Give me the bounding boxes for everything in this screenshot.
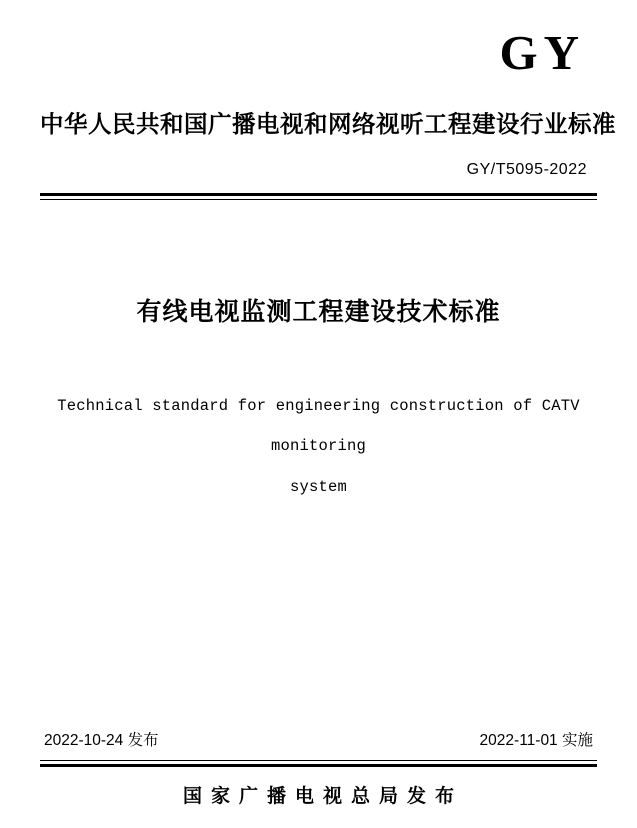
date-row xyxy=(40,728,597,750)
footer-divider-thin xyxy=(40,760,597,761)
document-title-english-line1: Technical standard for engineering construction of CATV monitoring xyxy=(57,397,580,456)
cover-footer xyxy=(40,728,597,828)
header-divider-thin xyxy=(40,199,597,200)
effective-date: 2022-11-01 实施 xyxy=(479,732,593,749)
gy-logo-mark: GY xyxy=(499,25,585,80)
standard-number: GY/T5095-2022 xyxy=(466,161,587,178)
issuing-authority: 国家广播电视总局发布 xyxy=(182,786,463,807)
header-divider-thick xyxy=(40,193,597,196)
industry-standard-heading: 中华人民共和国广播电视和网络视听工程建设行业标准 xyxy=(40,111,616,137)
issue-date: 2022-10-24 发布 xyxy=(44,732,159,749)
document-title-chinese: 有线电视监测工程建设技术标准 xyxy=(136,298,501,326)
document-title-english-line2: system xyxy=(289,477,347,496)
document-title-english xyxy=(40,386,597,507)
